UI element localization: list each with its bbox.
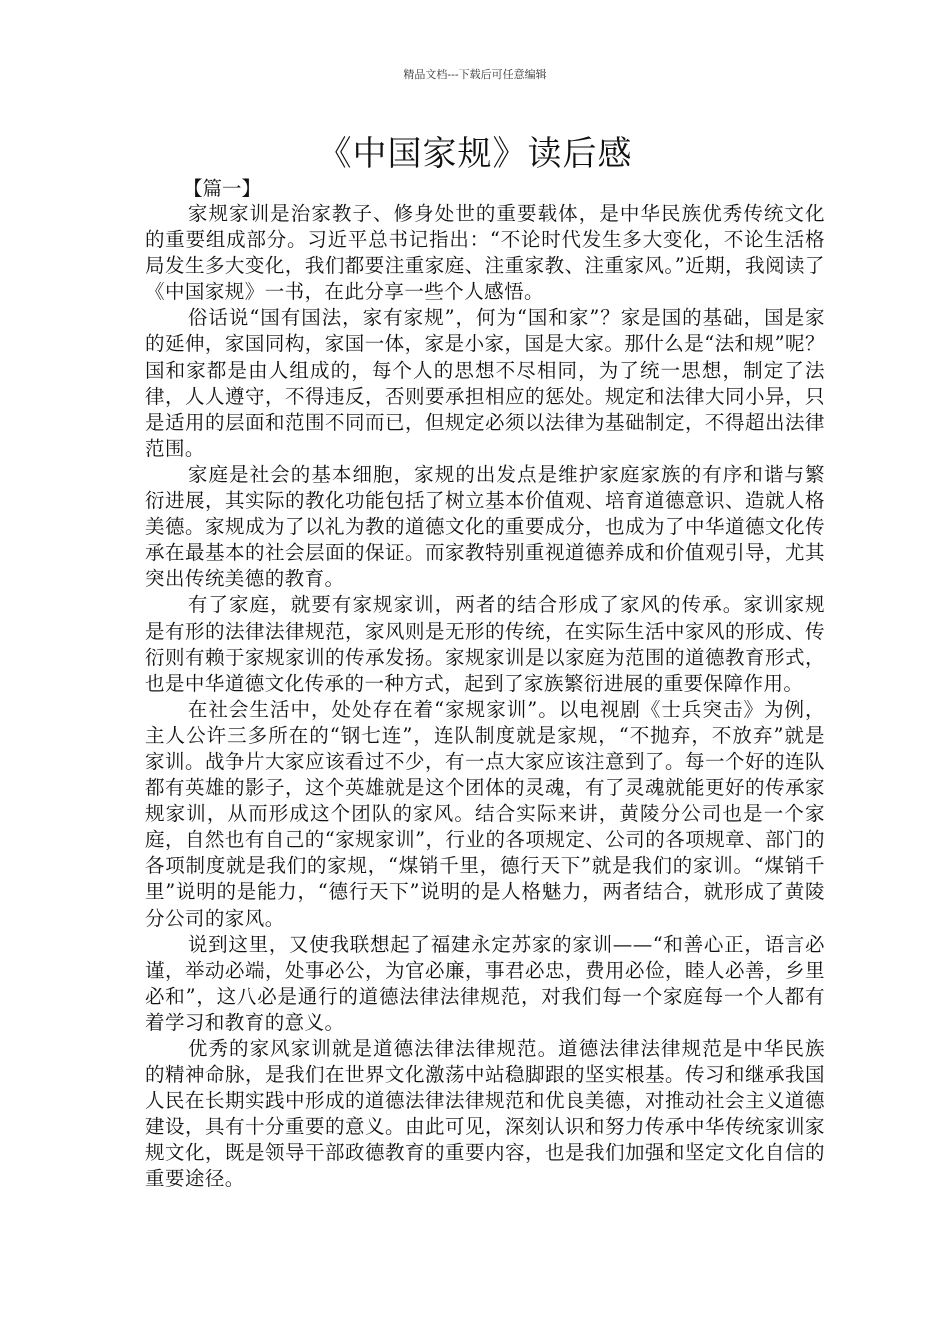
- paragraph: 说到这里，又使我联想起了福建永定苏家的家训——“和善心正，语言必谨，举动必端，处事必公，为官必廉，事君必忠，费用必俭，睦人必善，乡里必和”，这八必是通行的道德法律法律规范，对我们每一个家庭每一个人都有着学习和教育的意义。: [145, 932, 825, 1034]
- paragraph: 家庭是社会的基本细胞，家规的出发点是维护家庭家族的有序和谐与繁衍进展，其实际的教化功能包括了树立基本价值观、培育道德意识、造就人格美德。家规成为了以礼为教的道德文化的重要成分，也成为了中华道德文化传承在最基本的社会层面的保证。而家教特别重视道德养成和价值观引导，尤其突出传统美德的教育。: [145, 462, 825, 591]
- paragraph: 有了家庭，就要有家规家训，两者的结合形成了家风的传承。家训家规是有形的法律法律规范，家风则是无形的传统，在实际生活中家风的形成、传衍则有赖于家规家训的传承发扬。家规家训是以家庭为范围的道德教育形式，也是中华道德文化传承的一种方式，起到了家族繁衍进展的重要保障作用。: [145, 593, 825, 695]
- paragraph: 俗话说“国有国法，家有家规”，何为“国和家”？家是国的基础，国是家的延伸，家国同构，家国一体，家是小家，国是大家。那什么是“法和规”呢？国和家都是由人组成的，每个人的思想不尽相同，为了统一思想，制定了法律，人人遵守，不得违反，否则要承担相应的惩处。规定和法律大同小异，只是适用的层面和范围不同而已，但规定必须以法律为基础制定，不得超出法律范围。: [145, 306, 825, 460]
- document-title: 《中国家规》读后感: [317, 134, 633, 174]
- paragraph: 在社会生活中，处处存在着“家规家训”。以电视剧《士兵突击》为例，主人公许三多所在的“钢七连”，连队制度就是家规，“不抛弃，不放弃”就是家训。战争片大家应该看过不少，有一点大家应该注意到了。每一个好的连队都有英雄的影子，这个英雄就是这个团体的灵魂，有了灵魂就能更好的传承家规家训，从而形成这个团队的家风。结合实际来讲，黄陵分公司也是一个家庭，自然也有自己的“家规家训”，行业的各项规定、公司的各项规章、部门的各项制度就是我们的家规，“煤销千里，德行天下”就是我们的家训。“煤销千里”说明的是能力，“德行天下”说明的是人格魅力，两者结合，就形成了黄陵分公司的家风。: [145, 697, 825, 930]
- paragraph: 优秀的家风家训就是道德法律法律规范。道德法律法律规范是中华民族的精神命脉，是我们在世界文化激荡中站稳脚跟的坚实根基。传习和继承我国人民在长期实践中形成的道德法律法律规范和优良美德，对推动社会主义道德建设，具有十分重要的意义。由此可见，深刻认识和努力传承中华传统家训家规文化，既是领导干部政德教育的重要内容，也是我们加强和坚定文化自信的重要途径。: [145, 1037, 825, 1191]
- running-header: 精品文档---下载后可任意编辑: [403, 68, 547, 81]
- section-label: 【篇一】: [183, 177, 262, 200]
- paragraph: 家规家训是治家教子、修身处世的重要载体，是中华民族优秀传统文化的重要组成部分。习近平总书记指出：“不论时代发生多大变化，不论生活格局发生多大变化，我们都要注重家庭、注重家教、注重家风。”近期，我阅读了《中国家规》一书，在此分享一些个人感悟。: [145, 202, 825, 304]
- document-body: [145, 201, 825, 1193]
